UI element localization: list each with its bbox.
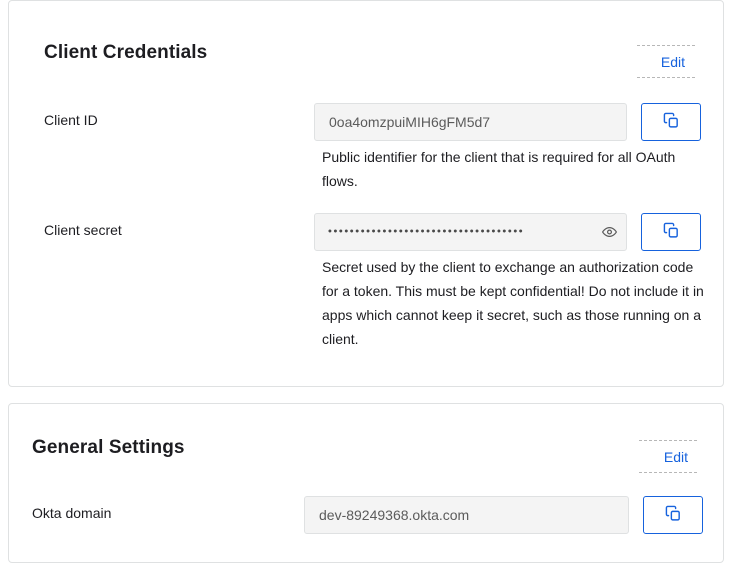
general-settings-title: General Settings (32, 437, 185, 458)
client-id-input-wrap (314, 103, 701, 141)
client-credentials-header (9, 1, 723, 70)
client-secret-label: Client secret (44, 222, 122, 238)
okta-domain-control (304, 496, 703, 534)
client-secret-masked-value: •••••••••••••••••••••••••••••••••••• (328, 225, 525, 238)
edit-focus-accent-bottom (639, 472, 697, 473)
toggle-secret-visibility-button[interactable] (600, 223, 619, 242)
copy-client-secret-button[interactable] (641, 213, 701, 251)
okta-domain-input[interactable] (304, 496, 629, 534)
copy-okta-domain-button[interactable] (643, 496, 703, 534)
client-secret-helper-text: Secret used by the client to exchange an authorization code for a token. This must be kept confidential! Do not include it in apps which cannot keep it secret, such as those running on a client. (322, 259, 704, 347)
edit-general-settings-button[interactable]: Edit (663, 449, 688, 465)
edit-credentials-button[interactable]: Edit (660, 54, 685, 70)
client-secret-control (314, 213, 704, 347)
client-id-control (314, 103, 701, 189)
client-id-helper-text: Public identifier for the client that is required for all OAuth flows. (322, 149, 676, 189)
client-secret-input-wrap (314, 213, 701, 251)
okta-domain-label: Okta domain (32, 505, 112, 521)
copy-icon (663, 112, 680, 132)
copy-icon (665, 505, 682, 525)
client-secret-input[interactable] (314, 213, 627, 251)
edit-focus-accent-top (639, 440, 697, 441)
copy-icon (663, 222, 680, 242)
edit-focus-accent-bottom (637, 77, 695, 78)
page-title: Client Credentials (44, 42, 208, 63)
copy-client-id-button[interactable] (641, 103, 701, 141)
general-settings-header (9, 404, 723, 465)
client-secret-field (314, 213, 627, 251)
client-id-input[interactable] (314, 103, 627, 141)
edit-focus-accent-top (637, 45, 695, 46)
client-credentials-card (8, 0, 724, 387)
eye-icon (602, 225, 617, 240)
client-id-label: Client ID (44, 112, 98, 128)
general-settings-card (8, 403, 724, 563)
okta-domain-input-wrap (304, 496, 703, 534)
